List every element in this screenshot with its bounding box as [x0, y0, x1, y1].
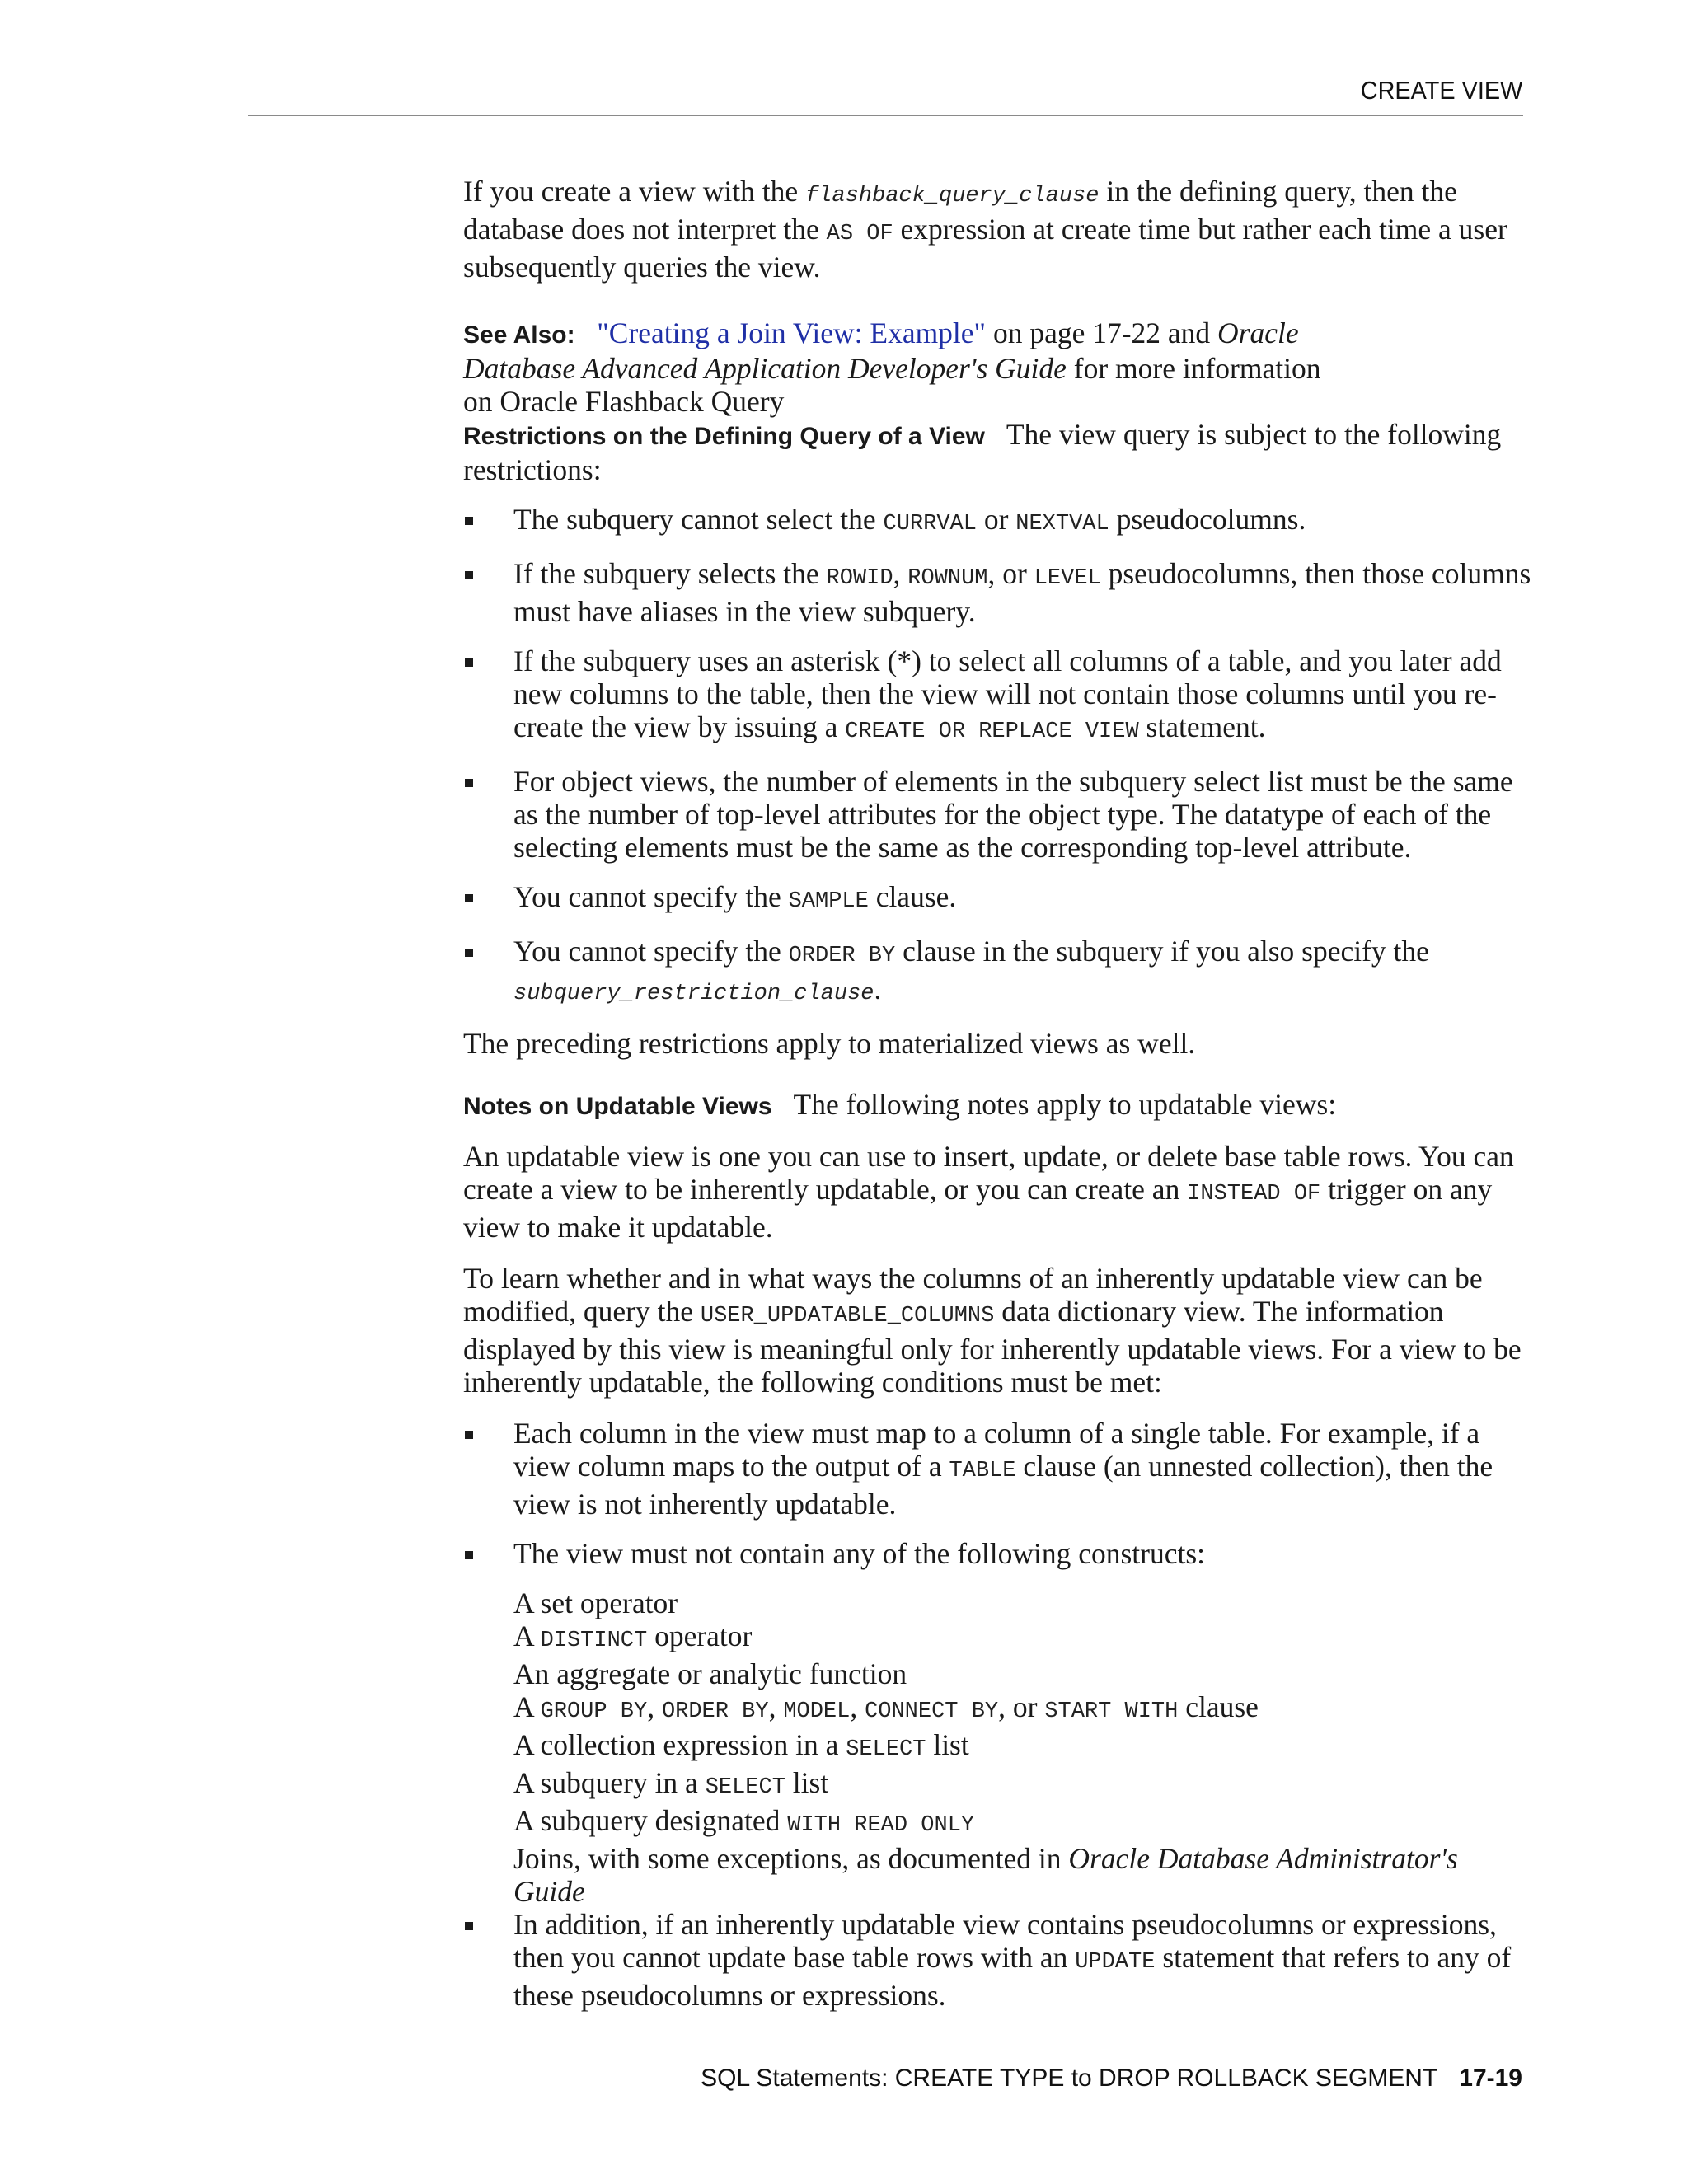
construct-item: A set operator — [513, 1586, 678, 1619]
text-run: , — [850, 1690, 865, 1723]
text-run: You cannot specify the — [513, 880, 789, 913]
cross-reference-link[interactable]: "Creating a Join View: Example" — [597, 316, 987, 349]
code-term: CONNECT BY — [865, 1699, 999, 1724]
conditions-list — [463, 1417, 1535, 2012]
restrictions-closing: The preceding restrictions apply to materialized views as well. — [463, 1027, 1196, 1060]
text-run: clause. — [868, 880, 957, 913]
see-also-label: See Also: — [463, 321, 575, 349]
section-heading: Notes on Updatable Views — [463, 1093, 772, 1120]
code-term: DISTINCT — [540, 1629, 648, 1653]
text-run: on page 17-22 and — [986, 316, 1218, 349]
text-run: You cannot specify the — [513, 935, 789, 968]
text-run: , — [647, 1690, 662, 1723]
construct-item — [513, 1804, 1535, 1842]
restrictions-section — [463, 418, 1535, 486]
text-run: In addition, if an inherently updatable view contains pseudocolumns or expressions, then you cannot update base table rows with an — [513, 1908, 1497, 1974]
construct-item — [513, 1690, 1535, 1728]
code-term: UPDATE — [1075, 1950, 1156, 1975]
running-header: CREATE VIEW — [1360, 76, 1522, 105]
text-run: or — [976, 503, 1016, 536]
construct-item: An aggregate or analytic function — [513, 1657, 907, 1690]
text-run: If you create a view with the — [463, 175, 805, 208]
page-body — [463, 175, 1535, 2028]
code-term: SELECT — [846, 1737, 926, 1762]
bullet-icon — [465, 1922, 473, 1930]
bullet-icon — [465, 517, 473, 525]
book-title: Oracle Database Administrator's Guide — [513, 1842, 1458, 1908]
text-run: , or — [998, 1690, 1045, 1723]
body-paragraph — [463, 1140, 1535, 1244]
text-run: If the subquery uses an asterisk (*) to select all columns of a table, and you later add new columns to the table, then the view will not contain those columns until you re-create the view by issuing a — [513, 644, 1502, 743]
text-run: in the defining query, then the database does not interpret the — [463, 175, 1457, 246]
body-paragraph — [463, 1262, 1535, 1399]
text-run: Joins, with some exceptions, as documented in — [513, 1842, 1069, 1875]
construct-item — [513, 1842, 1535, 1908]
construct-list — [513, 1586, 1535, 1908]
code-term: TABLE — [949, 1459, 1016, 1483]
text-run: If the subquery selects the — [513, 557, 827, 590]
bullet-icon — [465, 1551, 473, 1559]
code-term: SAMPLE — [788, 889, 869, 914]
construct-item — [513, 1766, 1535, 1804]
text-run: pseudocolumns. — [1109, 503, 1306, 536]
construct-item — [513, 1619, 1535, 1657]
page-footer — [701, 2064, 1522, 2093]
intro-paragraph — [463, 175, 1535, 284]
text-run: A — [513, 1619, 541, 1652]
updatable-section — [463, 1088, 1535, 1123]
list-item — [463, 557, 1535, 628]
text-run: for more information on Oracle Flashback Query — [463, 352, 1321, 418]
construct-item — [513, 1728, 1535, 1766]
text-run: operator — [647, 1619, 753, 1652]
text-run: A subquery in a — [513, 1766, 706, 1799]
text-run: For object views, the number of elements in the subquery select list must be the same as the number of top-level attributes for the object type. The datatype of each of the selecting elements must be the same as the corresponding top-level attribute. — [513, 765, 1513, 864]
code-term: SELECT — [705, 1775, 785, 1800]
code-term: CURRVAL — [883, 512, 977, 537]
text-run: trigger on any view to make it updatable. — [463, 1173, 1493, 1244]
text-run: , — [768, 1690, 784, 1723]
text-run: Each column in the view must map to a column of a single table. For example, if a view column maps to the output of a — [513, 1417, 1480, 1483]
book-title: Oracle Database Advanced Application Developer's Guide — [463, 316, 1299, 385]
text-run: A — [513, 1690, 541, 1723]
list-item — [463, 1417, 1535, 1521]
code-term: LEVEL — [1034, 566, 1101, 591]
text-run: pseudocolumns, then those columns must have aliases in the view subquery. — [513, 557, 1531, 628]
see-also-note — [463, 316, 1329, 418]
text-run: , — [893, 557, 908, 590]
list-item — [463, 644, 1535, 748]
restrictions-list — [463, 503, 1535, 1010]
text-run: clause in the subquery if you also specify the — [895, 935, 1429, 968]
code-term: flashback_query_clause — [804, 184, 1100, 209]
bullet-icon — [465, 1431, 473, 1439]
footer-book-title: SQL Statements: CREATE TYPE to DROP ROLLBACK SEGMENT — [701, 2064, 1438, 2092]
bullet-icon — [465, 894, 473, 902]
text-run: The view must not contain any of the following constructs: — [513, 1537, 1206, 1570]
list-item — [463, 880, 1535, 918]
text-run: expression at create time but rather each time a user subsequently queries the view. — [463, 213, 1507, 284]
code-term: USER_UPDATABLE_COLUMNS — [700, 1304, 995, 1329]
list-item — [463, 935, 1535, 1010]
text-run: , or — [987, 557, 1034, 590]
code-term: NEXTVAL — [1015, 512, 1109, 537]
list-item — [463, 765, 1535, 864]
code-term: MODEL — [783, 1699, 851, 1724]
section-lead: The view query is subject to the following restrictions: — [463, 418, 1509, 486]
bullet-icon — [465, 571, 473, 579]
code-term: subquery_restriction_clause — [513, 982, 874, 1006]
list-item — [463, 1537, 1535, 1908]
text-run: . — [874, 972, 882, 1005]
code-term: ORDER BY — [661, 1699, 769, 1724]
text-run: A subquery designated — [513, 1804, 788, 1837]
text-run: statement that refers to any of these pseudocolumns or expressions. — [513, 1941, 1512, 2012]
text-run: list — [785, 1766, 829, 1799]
list-item — [463, 503, 1535, 541]
text-run: To learn whether and in what ways the columns of an inherently updatable view can be modified, query the — [463, 1262, 1483, 1328]
header-rule — [248, 115, 1523, 116]
code-term: GROUP BY — [540, 1699, 648, 1724]
text-run: clause (an unnested collection), then the view is not inherently updatable. — [513, 1450, 1493, 1521]
list-item — [463, 1908, 1535, 2012]
text-run: An updatable view is one you can use to insert, update, or delete base table rows. You can create a view to be inherently updatable, or you can create an — [463, 1140, 1514, 1206]
section-lead: The following notes apply to updatable views: — [771, 1088, 1337, 1121]
text-run: The subquery cannot select the — [513, 503, 884, 536]
text-run: A collection expression in a — [513, 1728, 846, 1761]
code-term: CREATE OR REPLACE VIEW — [845, 719, 1139, 744]
text-run: clause — [1178, 1690, 1259, 1723]
text-run: statement. — [1138, 710, 1266, 743]
code-term: ROWNUM — [907, 566, 988, 591]
code-term: INSTEAD OF — [1187, 1182, 1321, 1207]
section-heading: Restrictions on the Defining Query of a View — [463, 423, 985, 450]
page-number: 17-19 — [1459, 2064, 1522, 2092]
bullet-icon — [465, 949, 473, 957]
bullet-icon — [465, 779, 473, 787]
code-term: AS OF — [826, 222, 893, 246]
code-term: ORDER BY — [788, 944, 896, 968]
code-term: START WITH — [1044, 1699, 1179, 1724]
text-run: list — [926, 1728, 969, 1761]
bullet-icon — [465, 658, 473, 667]
code-term: WITH READ ONLY — [787, 1813, 975, 1838]
text-run: data dictionary view. The information displayed by this view is meaningful only for inherently updatable views. For a view to be inherently updatable, the following conditions must be met: — [463, 1295, 1522, 1399]
code-term: ROWID — [826, 566, 893, 591]
